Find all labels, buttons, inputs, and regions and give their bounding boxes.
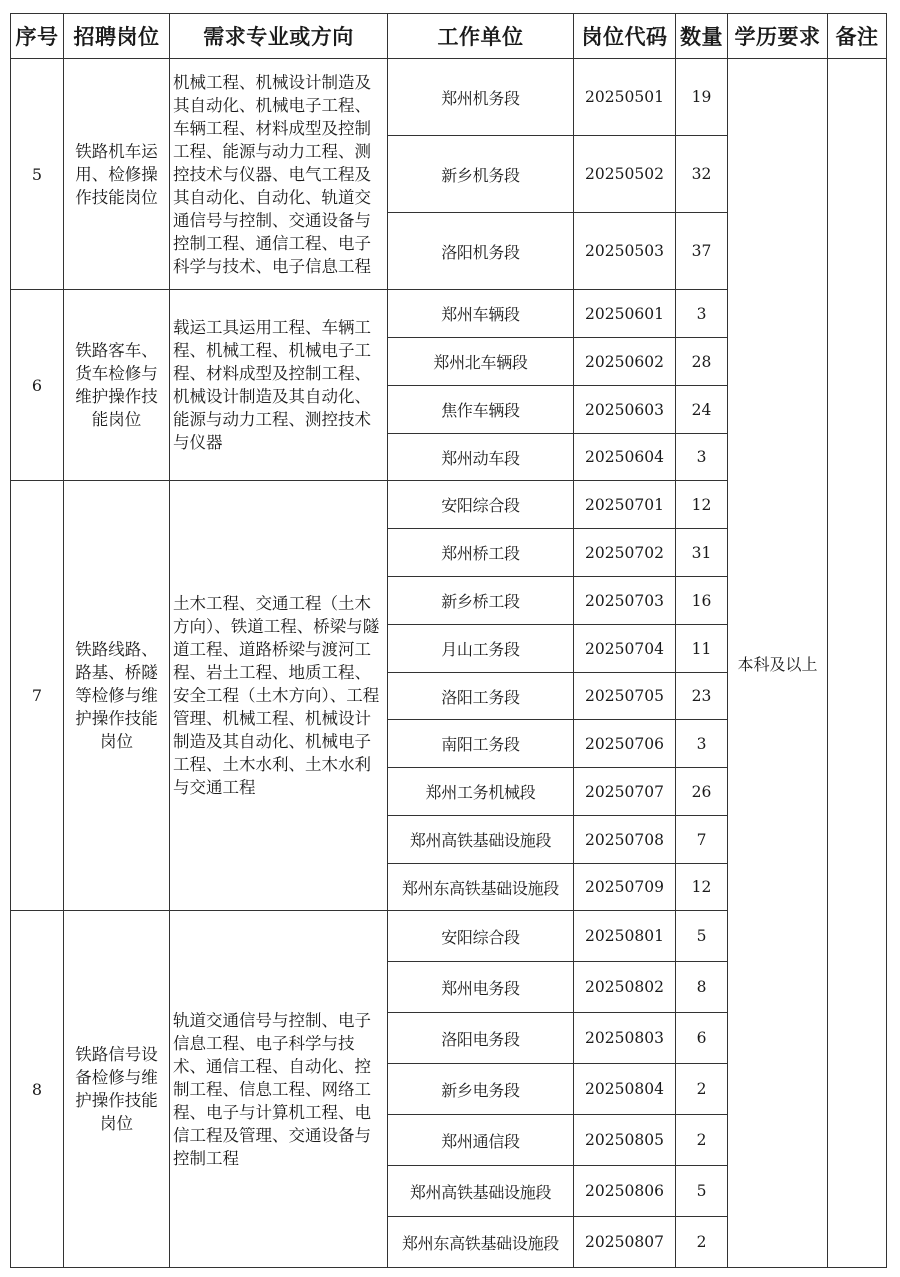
seq-cell: 7 (11, 481, 64, 911)
count-cell: 6 (676, 1013, 728, 1064)
count-cell: 26 (676, 768, 728, 816)
note-cell (828, 59, 887, 1268)
unit-cell: 安阳综合段 (388, 481, 574, 529)
code-cell: 20250708 (574, 816, 676, 864)
count-cell: 12 (676, 864, 728, 911)
education-cell: 本科及以上 (728, 59, 828, 1268)
code-cell: 20250701 (574, 481, 676, 529)
count-cell: 11 (676, 625, 728, 673)
unit-cell: 月山工务段 (388, 625, 574, 673)
count-cell: 2 (676, 1064, 728, 1115)
code-cell: 20250703 (574, 577, 676, 625)
code-cell: 20250603 (574, 386, 676, 434)
code-cell: 20250702 (574, 529, 676, 577)
unit-cell: 郑州北车辆段 (388, 338, 574, 386)
count-cell: 19 (676, 59, 728, 136)
post-cell: 铁路信号设备检修与维护操作技能岗位 (64, 911, 170, 1268)
count-cell: 32 (676, 136, 728, 213)
unit-cell: 郑州动车段 (388, 434, 574, 481)
count-cell: 8 (676, 962, 728, 1013)
unit-cell: 郑州东高铁基础设施段 (388, 864, 574, 911)
unit-cell: 郑州通信段 (388, 1115, 574, 1166)
code-cell: 20250801 (574, 911, 676, 962)
code-cell: 20250707 (574, 768, 676, 816)
table-body (11, 59, 887, 1268)
unit-cell: 郑州高铁基础设施段 (388, 1166, 574, 1217)
code-cell: 20250704 (574, 625, 676, 673)
count-cell: 5 (676, 1166, 728, 1217)
code-cell: 20250802 (574, 962, 676, 1013)
unit-cell: 洛阳工务段 (388, 673, 574, 720)
unit-cell: 焦作车辆段 (388, 386, 574, 434)
header-seq: 序号 (11, 14, 64, 59)
count-cell: 28 (676, 338, 728, 386)
code-cell: 20250602 (574, 338, 676, 386)
header-major: 需求专业或方向 (170, 14, 388, 59)
unit-cell: 南阳工务段 (388, 720, 574, 768)
code-cell: 20250601 (574, 290, 676, 338)
count-cell: 12 (676, 481, 728, 529)
code-cell: 20250501 (574, 59, 676, 136)
count-cell: 23 (676, 673, 728, 720)
seq-cell: 8 (11, 911, 64, 1268)
header-edu: 学历要求 (728, 14, 828, 59)
code-cell: 20250807 (574, 1217, 676, 1268)
unit-cell: 安阳综合段 (388, 911, 574, 962)
unit-cell: 新乡机务段 (388, 136, 574, 213)
header-row (11, 14, 887, 59)
major-cell: 土木工程、交通工程（土木方向）、铁道工程、桥梁与隧道工程、道路桥梁与渡河工程、岩土工程、地质工程、安全工程（土木方向）、工程管理、机械工程、机械设计制造及其自动化、机械电子工程、土木水利、土木水利与交通工程 (170, 481, 388, 911)
count-cell: 5 (676, 911, 728, 962)
unit-cell: 郑州东高铁基础设施段 (388, 1217, 574, 1268)
header-unit: 工作单位 (388, 14, 574, 59)
header-count: 数量 (676, 14, 728, 59)
code-cell: 20250604 (574, 434, 676, 481)
post-cell: 铁路客车、货车检修与维护操作技能岗位 (64, 290, 170, 481)
post-cell: 铁路线路、路基、桥隧等检修与维护操作技能岗位 (64, 481, 170, 911)
major-cell: 载运工具运用工程、车辆工程、机械工程、机械电子工程、材料成型及控制工程、机械设计制造及其自动化、能源与动力工程、测控技术与仪器 (170, 290, 388, 481)
header-note: 备注 (828, 14, 887, 59)
table-header (11, 14, 887, 59)
unit-cell: 郑州高铁基础设施段 (388, 816, 574, 864)
unit-cell: 洛阳电务段 (388, 1013, 574, 1064)
table-row (11, 59, 887, 136)
major-cell: 机械工程、机械设计制造及其自动化、机械电子工程、车辆工程、材料成型及控制工程、能源与动力工程、测控技术与仪器、电气工程及其自动化、自动化、轨道交通信号与控制、交通设备与控制工程、通信工程、电子科学与技术、电子信息工程 (170, 59, 388, 290)
count-cell: 3 (676, 720, 728, 768)
count-cell: 7 (676, 816, 728, 864)
unit-cell: 郑州桥工段 (388, 529, 574, 577)
unit-cell: 洛阳机务段 (388, 213, 574, 290)
code-cell: 20250503 (574, 213, 676, 290)
unit-cell: 郑州车辆段 (388, 290, 574, 338)
code-cell: 20250804 (574, 1064, 676, 1115)
count-cell: 3 (676, 434, 728, 481)
code-cell: 20250706 (574, 720, 676, 768)
count-cell: 2 (676, 1115, 728, 1166)
unit-cell: 郑州电务段 (388, 962, 574, 1013)
unit-cell: 郑州工务机械段 (388, 768, 574, 816)
count-cell: 37 (676, 213, 728, 290)
header-code: 岗位代码 (574, 14, 676, 59)
recruitment-table (10, 13, 887, 1268)
code-cell: 20250705 (574, 673, 676, 720)
code-cell: 20250805 (574, 1115, 676, 1166)
post-cell: 铁路机车运用、检修操作技能岗位 (64, 59, 170, 290)
count-cell: 31 (676, 529, 728, 577)
count-cell: 3 (676, 290, 728, 338)
seq-cell: 6 (11, 290, 64, 481)
code-cell: 20250709 (574, 864, 676, 911)
code-cell: 20250803 (574, 1013, 676, 1064)
seq-cell: 5 (11, 59, 64, 290)
unit-cell: 新乡桥工段 (388, 577, 574, 625)
count-cell: 2 (676, 1217, 728, 1268)
unit-cell: 新乡电务段 (388, 1064, 574, 1115)
major-cell: 轨道交通信号与控制、电子信息工程、电子科学与技术、通信工程、自动化、控制工程、信息工程、网络工程、电子与计算机工程、电信工程及管理、交通设备与控制工程 (170, 911, 388, 1268)
code-cell: 20250806 (574, 1166, 676, 1217)
header-post: 招聘岗位 (64, 14, 170, 59)
count-cell: 16 (676, 577, 728, 625)
count-cell: 24 (676, 386, 728, 434)
unit-cell: 郑州机务段 (388, 59, 574, 136)
code-cell: 20250502 (574, 136, 676, 213)
